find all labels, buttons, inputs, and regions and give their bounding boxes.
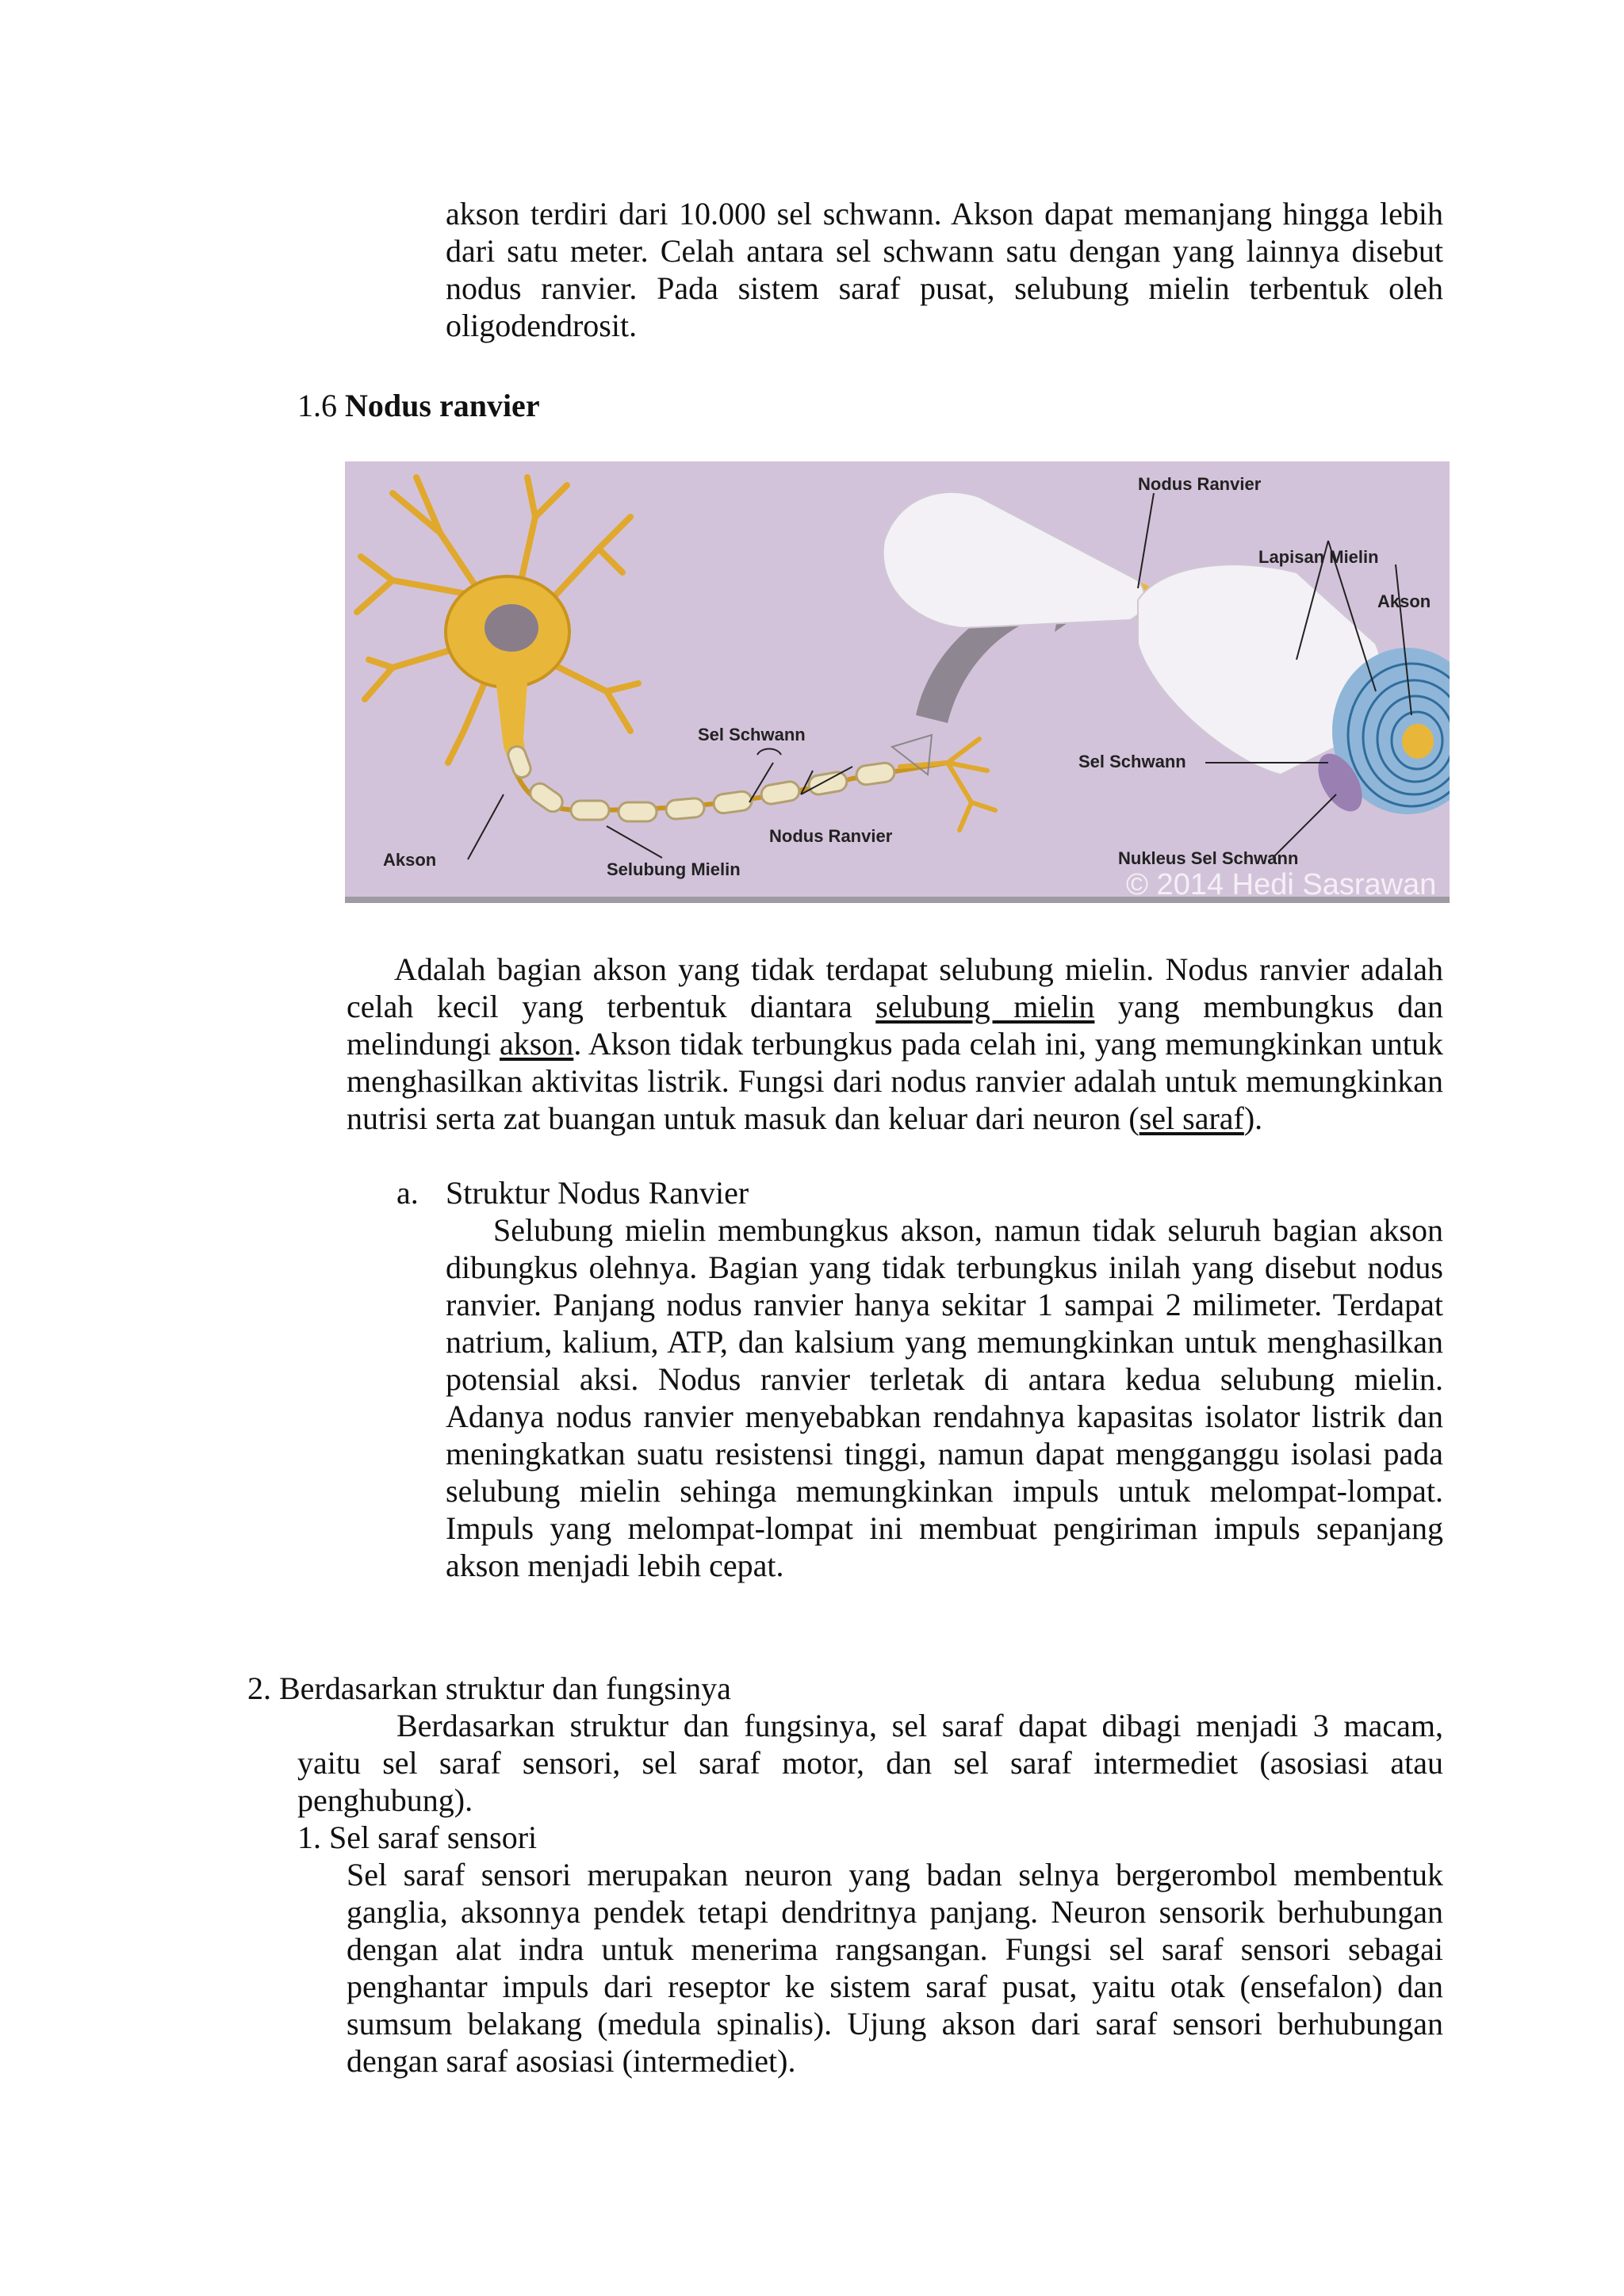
label-nodus-ranvier-top: Nodus Ranvier <box>1138 474 1262 494</box>
section-number: 1.6 <box>297 388 337 423</box>
struktur-heading <box>396 1174 749 1211</box>
top-paragraph-text: akson terdiri dari 10.000 sel schwann. Akson dapat memanjang hingga lebih dari satu meter. Celah antara sel schwann satu dengan yang lainnya disebut nodus ranvier. Pada sistem saraf pusat, selubung mielin terbentuk oleh oligodendrosit. <box>446 196 1443 343</box>
cross-section-axon <box>1402 724 1434 759</box>
label-sel-schwann-left: Sel Schwann <box>698 725 806 744</box>
item-1-paragraph <box>347 1856 1443 2080</box>
definition-text-1: Adalah bagian akson yang tidak terdapat selubung mielin. Nodus ranvier adalah celah kecil yang terbentuk diantara <box>347 951 1443 1024</box>
top-paragraph <box>446 195 1443 344</box>
label-sel-schwann-right: Sel Schwann <box>1078 752 1186 771</box>
section-2-heading: 2. Berdasarkan struktur dan fungsinya <box>247 1670 731 1706</box>
definition-paragraph <box>347 951 1443 1137</box>
struktur-text: Selubung mielin membungkus akson, namun tidak seluruh bagian akson dibungkus olehnya. Bagian yang tidak terbungkus inilah yang disebut nodus ranvier. Panjang nodus ranvier hanya sekitar 1 sampai 2 milimeter. Terdapat natrium, kalium, ATP, dan kalsium yang memungkinkan untuk menghasilkan potensial aksi. Nodus ranvier terletak di antara kedua selubung mielin. Adanya nodus ranvier menyebabkan rendahnya kapasitas isolator listrik dan meningkatkan suatu resistensi tinggi, namun dapat mengganggu isolasi pada selubung mielin sehinga memungkinkan impuls untuk melompat-lompat. Impuls yang melompat-lompat ini membuat pengiriman impuls sepanjang akson menjadi lebih cepat. <box>446 1212 1443 1583</box>
link-sel-saraf[interactable]: sel saraf <box>1139 1100 1244 1136</box>
struktur-paragraph <box>446 1211 1443 1584</box>
label-nukleus: Nukleus Sel Schwann <box>1118 848 1299 868</box>
figure-watermark: © 2014 Hedi Sasrawan <box>1126 868 1437 901</box>
label-nodus-ranvier-mid: Nodus Ranvier <box>769 826 893 846</box>
section-2-intro-text: Berdasarkan struktur dan fungsinya, sel saraf dapat dibagi menjadi 3 macam, yaitu sel saraf sensori, sel saraf motor, dan sel saraf intermediet (asosiasi atau penghubung). <box>297 1708 1443 1818</box>
nodus-ranvier-figure <box>345 461 1450 903</box>
link-akson[interactable]: akson <box>499 1026 574 1062</box>
item-1-text: Sel saraf sensori merupakan neuron yang badan selnya bergerombol membentuk ganglia, aksonnya pendek tetapi dendritnya panjang. Neuron sensorik berhubungan dengan alat indra untuk menerima rangsangan. Fungsi sel saraf sensori sebagai penghantar impuls dari reseptor ke sistem saraf pusat, yaitu otak (ensefalon) dan sumsum belakang (medula spinalis). Ujung akson dari saraf sensori berhubungan dengan saraf asosiasi (intermediet). <box>347 1857 1443 2079</box>
struktur-marker: a. <box>396 1175 419 1211</box>
struktur-title: Struktur Nodus Ranvier <box>446 1175 749 1211</box>
definition-text-2: yang membungkus dan melindungi <box>347 989 1443 1062</box>
definition-text-4: ). <box>1243 1100 1263 1136</box>
label-selubung-mielin: Selubung Mielin <box>607 859 741 879</box>
label-akson-left: Akson <box>383 850 437 870</box>
item-1-heading: 1. Sel saraf sensori <box>297 1820 538 1855</box>
link-selubung-mielin[interactable]: selubung mielin <box>875 989 1095 1024</box>
cell-nucleus <box>485 604 538 652</box>
label-lapisan-mielin: Lapisan Mielin <box>1258 547 1379 567</box>
section-heading-1-6 <box>297 387 540 424</box>
section-2-intro <box>297 1707 1443 1819</box>
label-akson-right: Akson <box>1377 591 1431 611</box>
section-title: Nodus ranvier <box>345 388 540 423</box>
definition-text-3: . Akson tidak terbungkus pada celah ini, yang memungkinkan untuk menghasilkan aktivitas listrik. Fungsi dari nodus ranvier adalah untuk memungkinkan nutrisi serta zat buangan untuk masuk dan keluar dari neuron ( <box>347 1026 1443 1136</box>
